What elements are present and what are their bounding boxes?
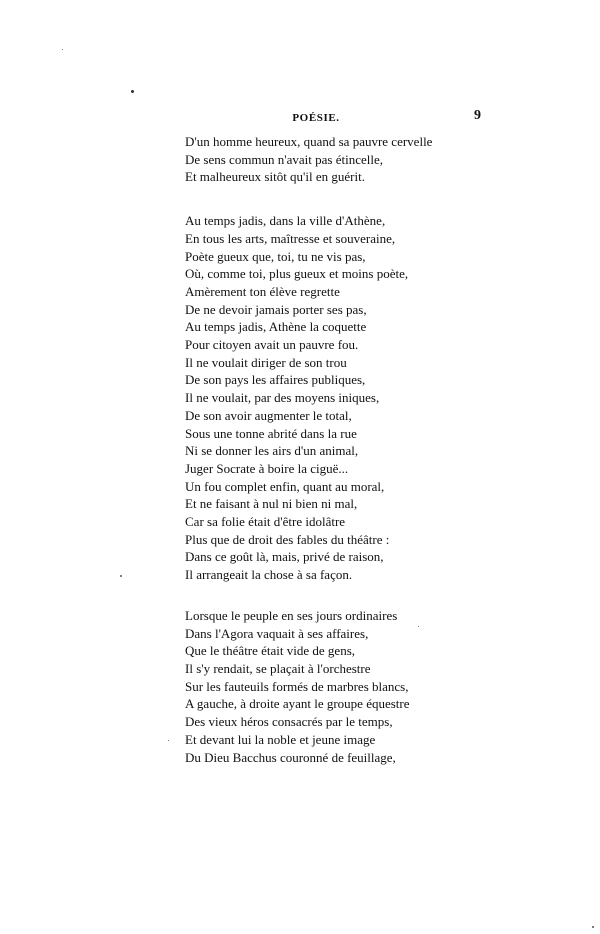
scan-speck (120, 575, 122, 577)
verse-line: Car sa folie était d'être idolâtre (185, 514, 346, 530)
verse-line: Dans ce goût là, mais, privé de raison, (185, 549, 384, 565)
verse-line: De sens commun n'avait pas étincelle, (185, 151, 384, 167)
verse-line: Il arrangeait la chose à sa façon. (185, 567, 353, 583)
stanza-1 (185, 133, 485, 186)
verse-line: Poète gueux que, toi, tu ne vis pas, (185, 248, 366, 264)
verse-line: Juger Socrate à boire la ciguë... (185, 460, 349, 476)
stanza-3 (185, 607, 485, 766)
verse-line: Dans l'Agora vaquait à ses affaires, (185, 625, 369, 641)
running-head (0, 110, 600, 126)
page-number: 9 (474, 108, 481, 123)
verse-line: A gauche, à droite ayant le groupe équestre (185, 696, 410, 712)
verse-line: De ne devoir jamais porter ses pas, (185, 301, 367, 317)
verse-line: De son avoir augmenter le total, (185, 407, 352, 423)
running-title: POÉSIE. (292, 112, 340, 124)
scan-speck (168, 740, 169, 741)
verse-line: Sous une tonne abrité dans la rue (185, 425, 357, 441)
verse-line: Ni se donner les airs d'un animal, (185, 443, 359, 459)
verse-line: En tous les arts, maîtresse et souveraine, (185, 230, 396, 246)
scan-speck (62, 49, 63, 50)
scan-speck (418, 626, 419, 627)
verse-line: Amèrement ton élève regrette (185, 283, 340, 299)
verse-line: D'un homme heureux, quand sa pauvre cervelle (185, 134, 433, 149)
stanza-break (185, 186, 485, 212)
verse-line: Lorsque le peuple en ses jours ordinaires (185, 607, 398, 623)
scan-speck (131, 90, 134, 93)
verse-line: Et devant lui la noble et jeune image (185, 731, 376, 747)
poem-body (185, 133, 485, 766)
verse-line: Où, comme toi, plus gueux et moins poète, (185, 266, 409, 282)
verse-line: Que le théâtre était vide de gens, (185, 643, 356, 659)
stanza-break (185, 584, 485, 607)
scan-speck (592, 926, 594, 928)
verse-line: Des vieux héros consacrés par le temps, (185, 714, 393, 730)
verse-line: Et malheureux sitôt qu'il en guérit. (185, 169, 365, 185)
verse-line: Pour citoyen avait un pauvre fou. (185, 337, 359, 353)
verse-line: Il ne voulait, par des moyens iniques, (185, 390, 380, 406)
stanza-2 (185, 212, 485, 584)
verse-line: Au temps jadis, Athène la coquette (185, 319, 367, 335)
verse-line: Il s'y rendait, se plaçait à l'orchestre (185, 660, 371, 676)
verse-line: Il ne voulait diriger de son trou (185, 354, 347, 370)
verse-line: Et ne faisant à nul ni bien ni mal, (185, 496, 358, 512)
verse-line: Au temps jadis, dans la ville d'Athène, (185, 213, 386, 229)
verse-line: De son pays les affaires publiques, (185, 372, 366, 388)
verse-line: Sur les fauteuils formés de marbres blancs, (185, 678, 409, 694)
verse-line: Plus que de droit des fables du théâtre : (185, 531, 390, 547)
verse-line: Un fou complet enfin, quant au moral, (185, 478, 385, 494)
verse-line: Du Dieu Bacchus couronné de feuillage, (185, 749, 396, 765)
